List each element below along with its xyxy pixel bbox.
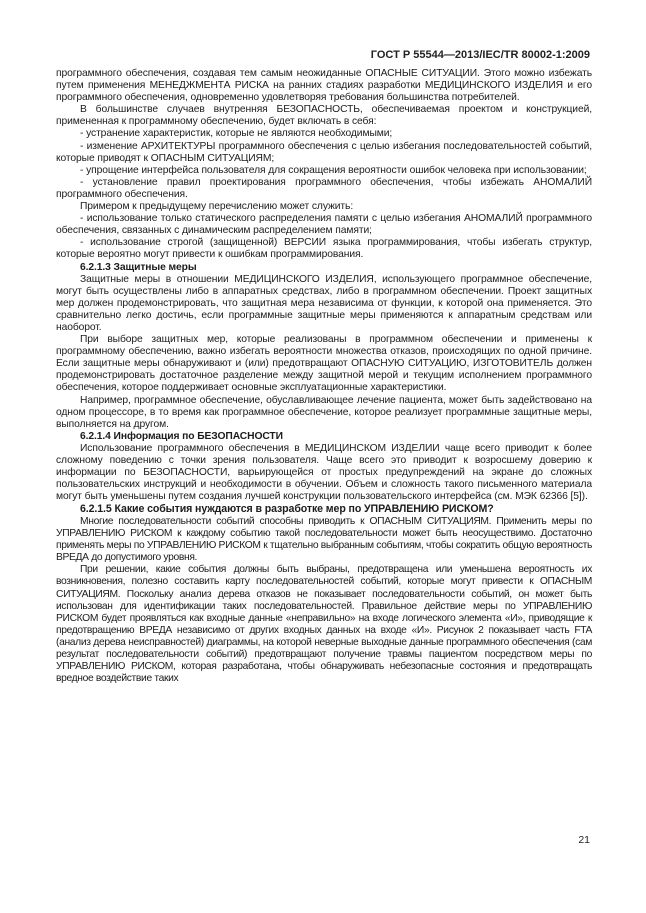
paragraph: Например, программное обеспечение, обуславливающее лечение пациента, может быть задействовано на одном процессоре, в то время как программное обеспечение, которое реализует программные защитные меры, выполняется на другом.	[56, 394, 592, 430]
section-heading: 6.2.1.3 Защитные меры	[80, 261, 197, 273]
document-header: ГОСТ Р 55544—2013/IEC/TR 80002-1:2009	[370, 49, 590, 61]
list-item: - устранение характеристик, которые не являются необходимыми;	[80, 128, 393, 140]
paragraph: В большинстве случаев внутренняя БЕЗОПАСНОСТЬ, обеспечиваемая проектом и конструкцией, примененная к программному обеспечению, будет включать в себя:	[56, 104, 592, 128]
list-item: - использование только статического распределения памяти с целью избегания АНОМАЛИЙ программного обеспечения, связанных с динамическим распределением памяти;	[56, 213, 592, 237]
paragraph: При выборе защитных мер, которые реализованы в программном обеспечении и применены к программному обеспечению, важно избегать вероятности множества отказов, происходящих по одной причине. Если защитные меры обнаруживают и (или) предотвращают ОПАСНУЮ СИТУАЦИЮ, ИЗГОТОВИТЕЛЬ должен продемонстрировать достаточное разделение между защитной мерой и текущим исполнением программного обеспечения, которое поддерживает основные эксплуатационные характеристики.	[56, 334, 592, 394]
document-body	[56, 68, 592, 685]
paragraph: Защитные меры в отношении МЕДИЦИНСКОГО ИЗДЕЛИЯ, использующего программное обеспечение, могут быть осуществлены либо в аппаратных средствах, либо в программном обеспечении. Проект защитных мер должен продемонстрировать, что защитная мера независима от функции, к которой она применяется. Это сравнительно легко достичь, если программные защитные меры применяются к аппаратным средствам или наоборот.	[56, 273, 592, 333]
list-item: - использование строгой (защищенной) ВЕРСИИ языка программирования, чтобы избегать структур, которые вероятно могут привести к ошибкам программирования.	[56, 237, 592, 261]
section-heading: 6.2.1.4 Информация по БЕЗОПАСНОСТИ	[80, 430, 283, 442]
paragraph: Многие последовательности событий способны приводить к ОПАСНЫМ СИТУАЦИЯМ. Применить меры по УПРАВЛЕНИЮ РИСКОМ к каждому событию такой последовательности может быть неосуществимо. Достаточно применять меры по УПРАВЛЕНИЮ РИСКОМ к тщательно выбранным событиям, чтобы сократить общую вероятность ВРЕДА до допустимого уровня.	[56, 515, 592, 564]
paragraph: Примером к предыдущему перечислению может служить:	[80, 201, 354, 213]
paragraph: программного обеспечения, создавая тем самым неожиданные ОПАСНЫЕ СИТУАЦИИ. Этого можно избежать путем применения МЕНЕДЖМЕНТА РИСКА на ранних стадиях разработки МЕДИЦИНСКОГО ИЗДЕЛИЯ и его программного обеспечения, одновременно удовлетворяя требования большинства потребителей.	[56, 68, 592, 104]
list-item: - изменение АРХИТЕКТУРЫ программного обеспечения с целью избегания последовательностей событий, которые приводят к ОПАСНЫМ СИТУАЦИЯМ;	[56, 140, 592, 164]
section-heading: 6.2.1.5 Какие события нуждаются в разработке мер по УПРАВЛЕНИЮ РИСКОМ?	[80, 503, 494, 516]
paragraph: Использование программного обеспечения в МЕДИЦИНСКОМ ИЗДЕЛИИ чаще всего приводит к более сложному поведению с точки зрения пользователя. Чаще всего это приводит к возросшему доверию к информации по БЕЗОПАСНОСТИ, варьирующейся от простых предупреждений на экране до сложных пользовательских инструкций и необходимости в обучении. Объем и сложность такого письменного материала могут быть уменьшены путем создания лучшей конструкции пользовательского интерфейса (см. МЭК 62366 [5]).	[56, 442, 592, 503]
paragraph: При решении, какие события должны быть выбраны, предотвращена или уменьшена вероятность их возникновения, полезно составить карту последовательностей событий, которые могут привести к ОПАСНЫМ СИТУАЦИЯМ. Поскольку анализ дерева отказов не показывает последовательности событий, он может быть использован для идентификации таких последовательностей. Правильное действие меры по УПРАВЛЕНИЮ РИСКОМ будет проявляться как входные данные «неправильно» на входе логического элемента «И», приводящие к предотвращению ВРЕДА независимо от других входных данных на входе «И». Рисунок 2 показывает часть FTA (анализ дерева неисправностей) диаграммы, на которой неверные выходные данные программного обеспечения (сам результат последовательности событий) предотвращают получение травмы пациентом посредством меры по УПРАВЛЕНИЮ РИСКОМ, которая разработана, чтобы обнаруживать небезопасные состояния и предотвращать вредное воздействие таких	[56, 564, 592, 685]
page-number: 21	[578, 834, 590, 846]
list-item: - упрощение интерфейса пользователя для сокращения вероятности ошибок человека при использовании;	[80, 164, 587, 176]
list-item: - установление правил проектирования программного обеспечения, чтобы избежать АНОМАЛИЙ программного обеспечения.	[56, 176, 592, 200]
